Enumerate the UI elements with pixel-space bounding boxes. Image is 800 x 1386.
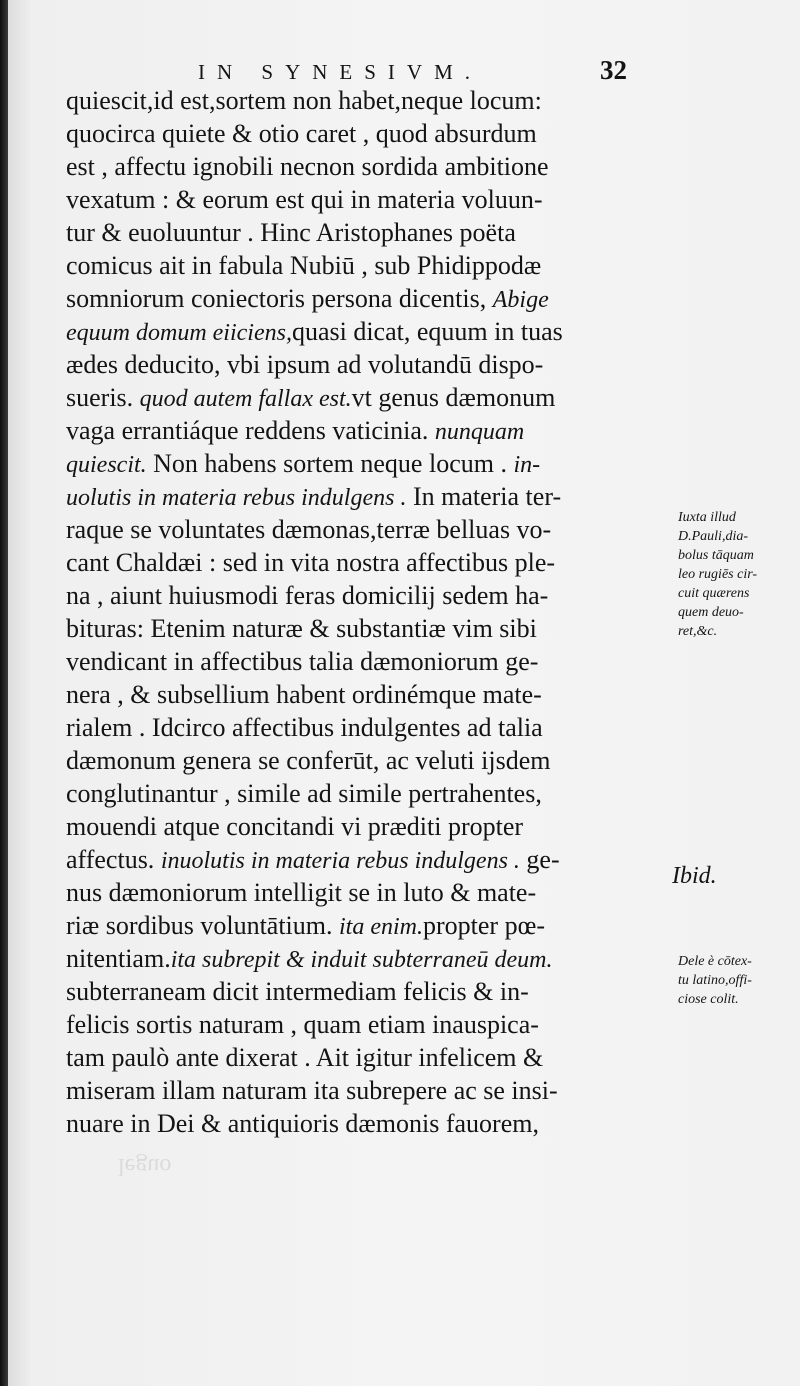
text-segment: sueris. — [66, 383, 140, 412]
text-segment: quocirca quiete & otio caret , quod absurdum — [66, 119, 537, 148]
text-segment: nitentiam. — [66, 944, 171, 973]
text-segment: subterraneam dicit intermediam felicis & in- — [66, 977, 529, 1006]
text-segment: dæmonum genera se conferūt, ac veluti ijsdem — [66, 746, 551, 775]
text-line — [66, 282, 656, 315]
text-line — [66, 480, 656, 513]
margin-note-line: cuit quærens — [678, 586, 750, 601]
text-segment: vendicant in affectibus talia dæmoniorum ge- — [66, 647, 539, 676]
italic-segment: quiescit. — [66, 452, 147, 478]
text-line — [66, 645, 656, 678]
margin-note-line: ret,&c. — [678, 624, 718, 639]
margin-note-ibid — [672, 862, 796, 890]
text-segment: quasi dicat, equum in tuas — [291, 317, 563, 346]
margin-note-line: leo rugiēs cir- — [678, 567, 758, 582]
italic-segment: ita enim. — [339, 914, 423, 940]
text-line — [66, 744, 656, 777]
margin-note-line: tu latino,offi- — [678, 973, 752, 988]
text-line — [66, 1107, 656, 1140]
text-segment: conglutinantur , simile ad simile pertrahentes, — [66, 779, 542, 808]
margin-note-line: ciose colit. — [678, 992, 739, 1007]
text-segment: tur & euoluuntur . Hinc Aristophanes poëta — [66, 218, 516, 247]
book-spine-shadow — [0, 0, 8, 1386]
italic-segment: equum domum eiiciens, — [66, 320, 292, 346]
text-line — [66, 84, 656, 117]
text-line — [66, 315, 656, 348]
text-segment: na , aiunt huiusmodi feras domicilij sedem ha- — [66, 581, 549, 610]
text-line — [66, 942, 656, 975]
text-line — [66, 117, 656, 150]
margin-note-line: Dele è cōtex- — [678, 954, 752, 969]
margin-note-line: Iuxta illud — [678, 510, 736, 525]
text-line — [66, 876, 656, 909]
text-segment: comicus ait in fabula Nubiū , sub Phidippodæ — [66, 251, 542, 280]
margin-note-iuxta — [678, 508, 800, 641]
text-line — [66, 546, 656, 579]
text-line — [66, 414, 656, 447]
margin-note-dele — [678, 952, 800, 1009]
text-line — [66, 579, 656, 612]
text-segment: vexatum : & eorum est qui in materia voluun- — [66, 185, 543, 214]
text-segment: cant Chaldæi : sed in vita nostra affectibus ple- — [66, 548, 556, 577]
text-segment: felicis sortis naturam , quam etiam inauspica- — [66, 1010, 539, 1039]
italic-segment: Abige — [492, 287, 549, 313]
text-segment: nera , & subsellium habent ordinémque mate- — [66, 680, 542, 709]
text-segment: mouendi atque concitandi vi præditi propter — [66, 812, 524, 841]
text-line — [66, 777, 656, 810]
italic-segment: inuolutis in materia rebus indulgens . — [160, 848, 520, 874]
text-segment: rialem . Idcirco affectibus indulgentes ad talia — [66, 713, 543, 742]
text-segment: affectus. — [66, 845, 161, 874]
text-segment: est , affectu ignobili necnon sordida ambitione — [66, 152, 549, 181]
text-line — [66, 612, 656, 645]
text-line — [66, 381, 656, 414]
italic-segment: in- — [513, 452, 541, 478]
text-segment: In materia ter- — [406, 482, 562, 511]
text-segment: vaga errantiáque reddens vaticinia. — [66, 416, 435, 445]
text-line — [66, 249, 656, 282]
text-segment: nus dæmoniorum intelligit se in luto & mate- — [66, 878, 537, 907]
text-segment: propter pœ- — [423, 911, 546, 940]
text-line — [66, 678, 656, 711]
book-page — [8, 0, 800, 1386]
bleed-through-text: leguo — [118, 1153, 172, 1179]
text-line — [66, 150, 656, 183]
text-line — [66, 909, 656, 942]
text-segment: quiescit,id est,sortem non habet,neque locum: — [66, 86, 542, 115]
page-number: 32 — [600, 55, 627, 85]
text-segment: Non habens sortem neque locum . — [146, 449, 514, 478]
text-line — [66, 843, 656, 876]
text-line — [66, 810, 656, 843]
text-segment: raque se voluntates dæmonas,terræ belluas vo- — [66, 515, 552, 544]
margin-note-line: quem deuo- — [678, 605, 744, 620]
text-segment: bituras: Etenim naturæ & substantiæ vim sibi — [66, 614, 537, 643]
body-text — [66, 84, 656, 1140]
text-segment: nuare in Dei & antiquioris dæmonis fauorem, — [66, 1109, 539, 1138]
text-segment: tam paulò ante dixerat . Ait igitur infelicem & — [66, 1043, 544, 1072]
text-segment: ge- — [519, 845, 560, 874]
text-line — [66, 348, 656, 381]
text-line — [66, 216, 656, 249]
text-line — [66, 183, 656, 216]
text-segment: somniorum coniectoris persona dicentis, — [66, 284, 493, 313]
text-segment: vt genus dæmonum — [351, 383, 556, 412]
text-line — [66, 1074, 656, 1107]
text-segment: miseram illam naturam ita subrepere ac se insi- — [66, 1076, 558, 1105]
margin-note-line: bolus tāquam — [678, 548, 754, 563]
text-segment: ædes deducito, vbi ipsum ad volutandū dispo- — [66, 350, 544, 379]
text-line — [66, 1041, 656, 1074]
text-line — [66, 711, 656, 744]
italic-segment: nunquam — [434, 419, 525, 445]
italic-segment: quod autem fallax est. — [139, 386, 352, 412]
italic-segment: uolutis in materia rebus indulgens . — [66, 485, 407, 511]
running-title: IN SYNESIVM. — [198, 60, 483, 84]
text-line — [66, 975, 656, 1008]
margin-note-line: D.Pauli,dia- — [678, 529, 748, 544]
text-line — [66, 513, 656, 546]
margin-note-ibid-text: Ibid. — [672, 863, 717, 889]
text-line — [66, 447, 656, 480]
text-line — [66, 1008, 656, 1041]
text-segment: riæ sordibus voluntātium. — [66, 911, 339, 940]
italic-segment: ita subrepit & induit subterraneū deum. — [170, 947, 553, 973]
